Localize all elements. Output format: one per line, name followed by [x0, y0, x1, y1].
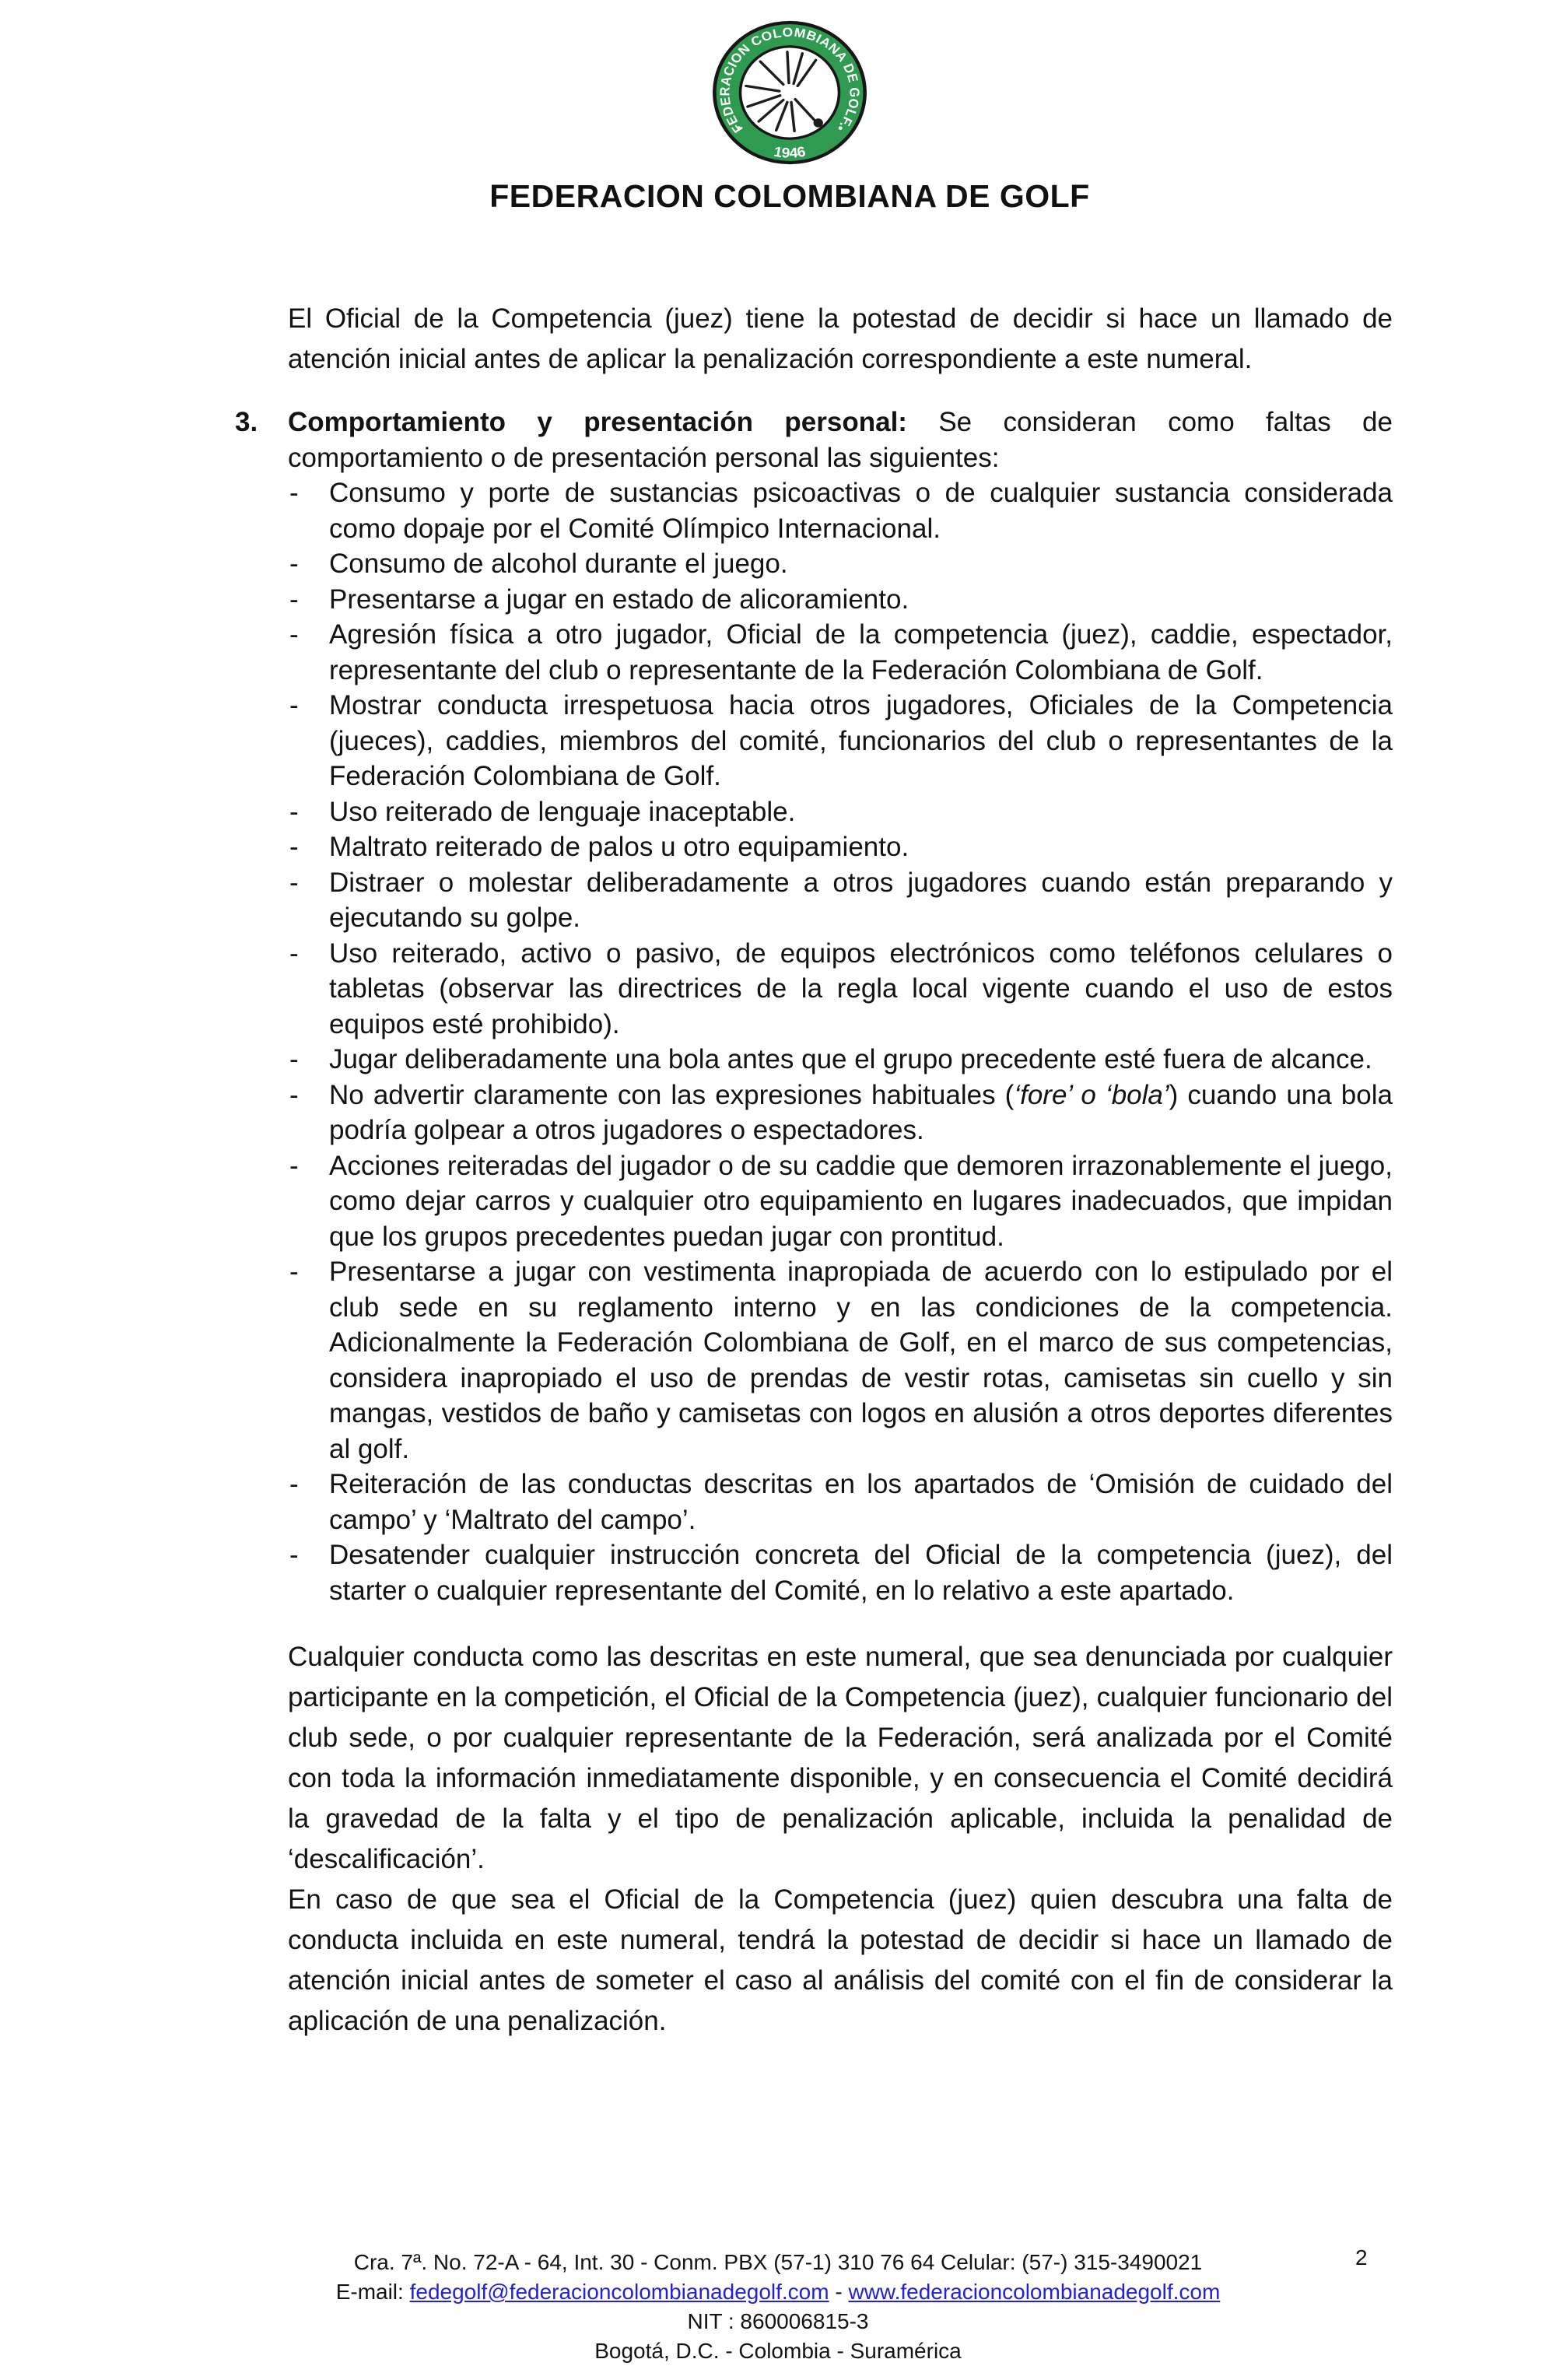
footer-link-separator: -: [835, 2280, 843, 2304]
footer-contact-line: [0, 2277, 1556, 2307]
bullet-item: [288, 829, 1393, 865]
bullet-dash: -: [289, 478, 299, 508]
bullet-item: [288, 546, 1393, 582]
bullet-dash: -: [289, 549, 299, 579]
page-title: FEDERACION COLOMBIANA DE GOLF: [489, 178, 1090, 214]
bullet-item: [288, 475, 1393, 546]
bullet-item: [288, 1537, 1393, 1608]
bullet-item: [288, 865, 1393, 936]
bullet-dash: -: [289, 1540, 299, 1570]
footer-email-label: E-mail:: [335, 2280, 404, 2304]
page-number: 2: [1355, 2245, 1368, 2270]
footer-email-link[interactable]: fedegolf@federacioncolombianadegolf.com: [409, 2280, 829, 2304]
federation-crest-icon: [710, 19, 869, 166]
bullet-dash: -: [289, 1257, 299, 1287]
bullet-text: Jugar deliberadamente una bola antes que el grupo precedente esté fuera de alcance.: [329, 1044, 1372, 1074]
bullet-item: [288, 1467, 1393, 1537]
bullet-dash: -: [289, 584, 299, 615]
section-3: [233, 405, 1393, 1608]
bullet-dash: -: [289, 1150, 299, 1181]
bullet-item: [288, 936, 1393, 1043]
bullet-text: Distraer o molestar deliberadamente a otros jugadores cuando están preparando y ejecutando su golpe.: [329, 867, 1393, 933]
bullet-text: Reiteración de las conductas descritas en los apartados de ‘Omisión de cuidado del campo’ y ‘Maltrato del campo’.: [329, 1469, 1393, 1535]
federation-logo: [710, 19, 869, 166]
footer-address: Cra. 7ª. No. 72-A - 64, Int. 30 - Conm. PBX (57-1) 310 76 64 Celular: (57-) 315-3490021: [353, 2250, 1203, 2274]
section-number: 3.: [235, 407, 258, 437]
page-footer: [0, 2248, 1556, 2366]
document-body: [233, 299, 1393, 2042]
bullet-dash: -: [289, 796, 299, 827]
bullet-text: Mostrar conducta irrespetuosa hacia otros jugadores, Oficiales de la Competencia (jueces), caddies, miembros del comité, funcionarios del club o representantes de la Federación Colombiana de Golf.: [329, 690, 1393, 791]
bullet-item: [288, 1078, 1393, 1148]
bullet-text: Uso reiterado, activo o pasivo, de equipos electrónicos como teléfonos celulares o tabletas (observar las directrices de la regla local vigente cuando el uso de estos equipos esté prohibido).: [329, 938, 1393, 1039]
logo-year: 1946: [772, 143, 808, 161]
bullet-dash: -: [289, 690, 299, 720]
closing-block: [288, 1637, 1393, 2042]
bullet-dash: -: [289, 1469, 299, 1499]
bullet-text: Consumo de alcohol durante el juego.: [329, 549, 788, 579]
bullet-text: No advertir claramente con las expresiones habituales (‘fore’ o ‘bola’) cuando una bola podría golpear a otros jugadores o espectadores.: [329, 1079, 1393, 1145]
logo-ring-text: FEDERACION COLOMBIANA DE GOLF.: [717, 25, 863, 136]
section-heading-bold: Comportamiento y presentación personal:: [288, 407, 907, 437]
bullet-dash: -: [289, 1044, 299, 1074]
bullet-text: Presentarse a jugar en estado de alicoramiento.: [329, 584, 909, 615]
bullet-dash: -: [289, 938, 299, 969]
bullet-item: [288, 582, 1393, 618]
bullet-dash: -: [289, 1079, 299, 1110]
bullet-item: [288, 1042, 1393, 1078]
bullet-text: Agresión física a otro jugador, Oficial de la competencia (juez), caddie, espectador, representante del club o representante de la Federación Colombiana de Golf.: [329, 619, 1393, 685]
bullet-text: Presentarse a jugar con vestimenta inapropiada de acuerdo con lo estipulado por el club sede en su reglamento interno y en las condiciones de la competencia. Adicionalmente la Federación Colombiana de Golf, en el marco de sus competencias, considera inapropiado el uso de prendas de vestir rotas, camisetas sin cuello y sin mangas, vestidos de baño y camisetas con logos en alusión a otros deportes diferentes al golf.: [329, 1257, 1393, 1464]
footer-location: Bogotá, D.C. - Colombia - Suramérica: [594, 2339, 962, 2363]
bullet-item: [288, 688, 1393, 794]
bullet-dash: -: [289, 867, 299, 898]
bullet-text: Acciones reiteradas del jugador o de su caddie que demoren irrazonablemente el juego, como dejar carros y cualquier otro equipamiento en lugares inadecuados, que impidan que los grupos precedentes puedan jugar con prontitud.: [329, 1150, 1393, 1252]
footer-nit: NIT : 860006815-3: [687, 2309, 869, 2333]
bullet-text: Uso reiterado de lenguaje inaceptable.: [329, 796, 796, 827]
section-heading-rest: Se consideran como faltas de comportamiento o de presentación personal las siguientes:: [288, 407, 1393, 473]
bullet-item: [288, 794, 1393, 830]
bullet-list: [288, 475, 1393, 1608]
closing-paragraph-2: En caso de que sea el Oficial de la Competencia (juez) quien descubra una falta de conducta incluida en este numeral, tendrá la potestad de decidir si hace un llamado de atención inicial antes de someter el caso al análisis del comité con el fin de considerar la aplicación de una penalización.: [288, 1884, 1393, 2036]
section-heading: [288, 405, 1393, 475]
bullet-text: Desatender cualquier instrucción concreta del Oficial de la competencia (juez), del starter o cualquier representante del Comité, en lo relativo a este apartado.: [329, 1540, 1393, 1606]
footer-website-link[interactable]: www.federacioncolombianadegolf.com: [848, 2280, 1221, 2304]
bullet-dash: -: [289, 619, 299, 650]
bullet-text: Consumo y porte de sustancias psicoactivas o de cualquier sustancia considerada como dopaje por el Comité Olímpico Internacional.: [329, 478, 1393, 544]
bullet-dash: -: [289, 832, 299, 862]
bullet-text: Maltrato reiterado de palos u otro equipamiento.: [329, 832, 909, 862]
golf-ball-dot: [814, 118, 823, 127]
intro-paragraph: El Oficial de la Competencia (juez) tiene la potestad de decidir si hace un llamado de atención inicial antes de aplicar la penalización correspondiente a este numeral.: [288, 303, 1393, 374]
bullet-item: [288, 1254, 1393, 1467]
bullet-item: [288, 617, 1393, 688]
bullet-item: [288, 1148, 1393, 1255]
closing-paragraph-1: Cualquier conducta como las descritas en este numeral, que sea denunciada por cualquier participante en la competición, el Oficial de la Competencia (juez), cualquier funcionario del club sede, o por cualquier representante de la Federación, será analizada por el Comité con toda la información inmediatamente disponible, y en consecuencia el Comité decidirá la gravedad de la falta y el tipo de penalización aplicable, incluida la penalidad de ‘descalificación’.: [288, 1642, 1393, 1874]
